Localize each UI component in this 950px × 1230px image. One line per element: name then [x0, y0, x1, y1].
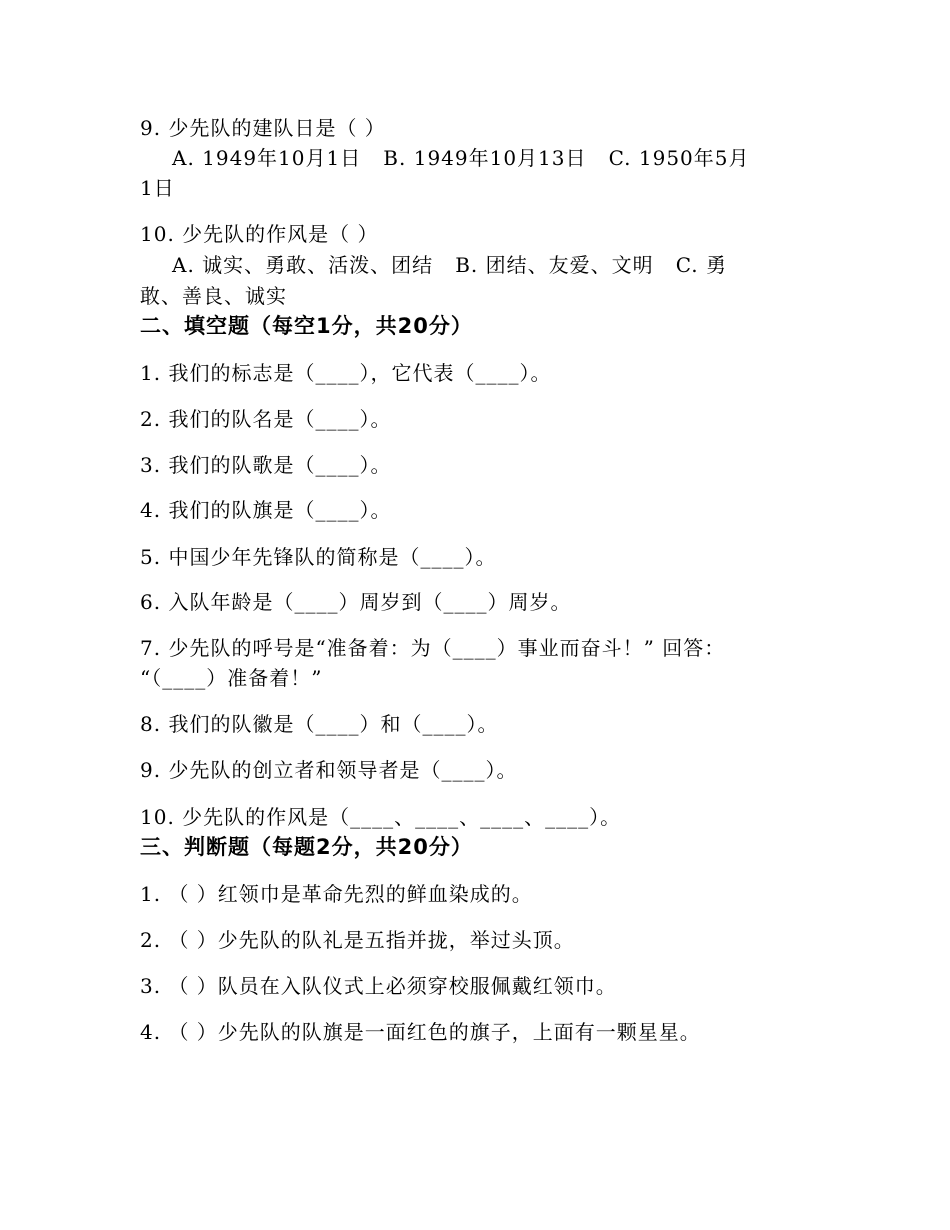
mc-options-10-line2: 敢、善良、诚实 [140, 284, 287, 308]
fill-item-9: 9. 少先队的创立者和领导者是（____）。 [140, 758, 518, 782]
fill-item-8: 8. 我们的队徽是（____）和（____）。 [140, 712, 499, 736]
fill-item-7-line1: 7. 少先队的呼号是“准备着：为（____）事业而奋斗！” 回答： [140, 636, 726, 660]
fill-item-1: 1. 我们的标志是（____），它代表（____）。 [140, 361, 552, 385]
mc-options-9-line2: 1日 [140, 176, 175, 200]
fill-item-5: 5. 中国少年先锋队的简称是（____）。 [140, 545, 497, 569]
judge-item-2: 2. （ ）少先队的队礼是五指并拢，举过头顶。 [140, 928, 575, 952]
judge-item-4: 4. （ ）少先队的队旗是一面红色的旗子，上面有一颗星星。 [140, 1020, 701, 1044]
fill-item-6: 6. 入队年龄是（____）周岁到（____）周岁。 [140, 590, 572, 614]
fill-item-3: 3. 我们的队歌是（____）。 [140, 453, 392, 477]
fill-item-7-line2: “（____）准备着！” [140, 666, 323, 690]
mc-options-9-line1: A. 1949年10月1日 B. 1949年10月13日 C. 1950年5月 [172, 146, 750, 170]
judge-item-1: 1. （ ）红领巾是革命先烈的鲜血染成的。 [140, 882, 533, 906]
fill-item-4: 4. 我们的队旗是（____）。 [140, 498, 392, 522]
mc-options-10-line1: A. 诚实、勇敢、活泼、团结 B. 团结、友爱、文明 C. 勇 [172, 253, 728, 277]
mc-question-10: 10. 少先队的作风是（ ） [140, 222, 379, 246]
fill-item-10: 10. 少先队的作风是（____、____、____、____）。 [140, 805, 622, 829]
judge-section-heading: 三、判断题（每题2分，共20分） [140, 835, 473, 859]
fill-section-heading: 二、填空题（每空1分，共20分） [140, 314, 473, 338]
fill-item-2: 2. 我们的队名是（____）。 [140, 407, 392, 431]
mc-question-9: 9. 少先队的建队日是（ ） [140, 116, 386, 140]
judge-item-3: 3. （ ）队员在入队仪式上必须穿校服佩戴红领巾。 [140, 974, 617, 998]
